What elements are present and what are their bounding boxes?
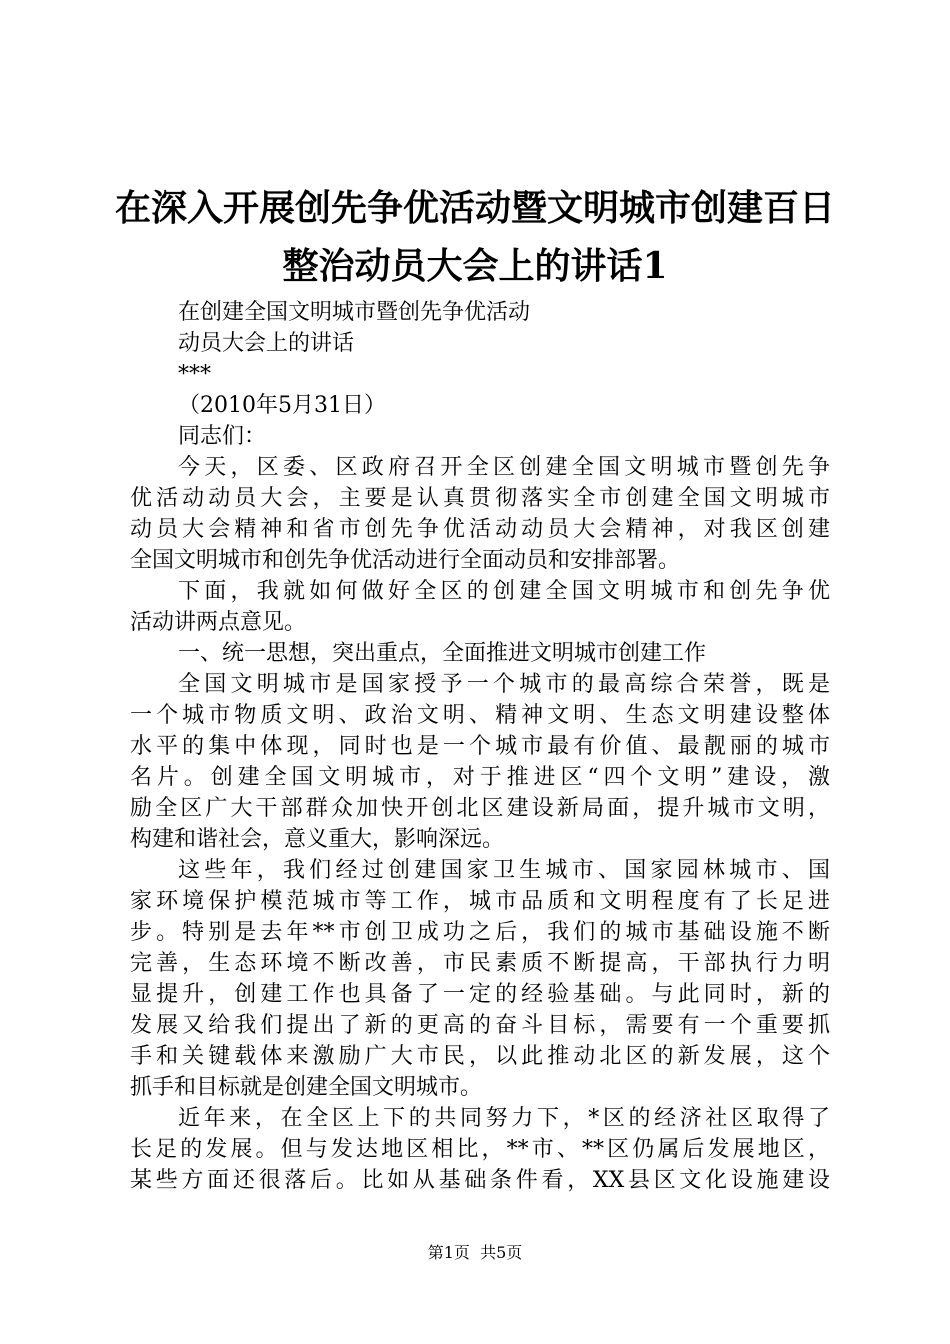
- subtitle-line: 在创建全国文明城市暨创先争优活动: [178, 300, 531, 325]
- paragraph-line: 长足的发展。但与发达地区相比，**市、**区仍属后发展地区，: [130, 1137, 830, 1162]
- speaker-line: ***: [178, 362, 211, 387]
- paragraph-line: 全国文明城市和创先争优活动进行全面动员和安排部署。: [130, 548, 681, 573]
- document-body: [130, 297, 830, 1196]
- paragraph-line: 家环境保护模范城市等工作，城市品质和文明程度有了长足进: [130, 889, 830, 914]
- paragraph-line: 下面，我就如何做好全区的创建全国文明城市和创先争优: [178, 579, 830, 604]
- paragraph-line: 构建和谐社会，意义重大，影响深远。: [130, 827, 505, 852]
- paragraph-line: 励全区广大干部群众加快开创北区建设新局面，提升城市文明，: [130, 796, 830, 821]
- paragraph-line: 这些年，我们经过创建国家卫生城市、国家园林城市、国: [178, 858, 830, 883]
- paragraph-line: 今天，区委、区政府召开全区创建全国文明城市暨创先争: [178, 455, 830, 480]
- date-line: （2010年5月31日）: [178, 393, 386, 418]
- salutation-line: 同志们：: [178, 424, 267, 449]
- paragraph-line: 全国文明城市是国家授予一个城市的最高综合荣誉，既是: [178, 672, 830, 697]
- paragraph-line: 抓手和目标就是创建全国文明城市。: [130, 1075, 483, 1100]
- paragraph-line: 名片。创建全国文明城市，对于推进区“四个文明”建设，激: [130, 765, 830, 790]
- paragraph-line: 完善，生态环境不断改善，市民素质不断提高，干部执行力明: [130, 951, 830, 976]
- paragraph-line: 显提升，创建工作也具备了一定的经验基础。与此同时，新的: [130, 982, 830, 1007]
- paragraph-line: 动员大会精神和省市创先争优活动动员大会精神，对我区创建: [130, 517, 830, 542]
- document-title-line-2: 整治动员大会上的讲话1: [282, 245, 668, 287]
- paragraph-line: 近年来，在全区上下的共同努力下，*区的经济社区取得了: [178, 1106, 830, 1131]
- section-heading: 一、统一思想，突出重点，全面推进文明城市创建工作: [178, 641, 707, 666]
- page-footer: 第1页 共5页: [427, 1243, 523, 1262]
- subtitle-line: 动员大会上的讲话: [178, 331, 355, 356]
- document-title-line-1: 在深入开展创先争优活动暨文明城市创建百日: [114, 187, 835, 229]
- paragraph-line: 步。特别是去年**市创卫成功之后，我们的城市基础设施不断: [130, 920, 830, 945]
- paragraph-line: 优活动动员大会，主要是认真贯彻落实全市创建全国文明城市: [130, 486, 830, 511]
- paragraph-line: 某些方面还很落后。比如从基础条件看，XX县区文化设施建设: [130, 1168, 830, 1193]
- paragraph-line: 发展又给我们提出了新的更高的奋斗目标，需要有一个重要抓: [130, 1013, 830, 1038]
- paragraph-line: 一个城市物质文明、政治文明、精神文明、生态文明建设整体: [130, 703, 830, 728]
- paragraph-line: 活动讲两点意见。: [130, 610, 307, 635]
- paragraph-line: 手和关键载体来激励广大市民，以此推动北区的新发展，这个: [130, 1044, 830, 1069]
- paragraph-line: 水平的集中体现，同时也是一个城市最有价值、最靓丽的城市: [130, 734, 830, 759]
